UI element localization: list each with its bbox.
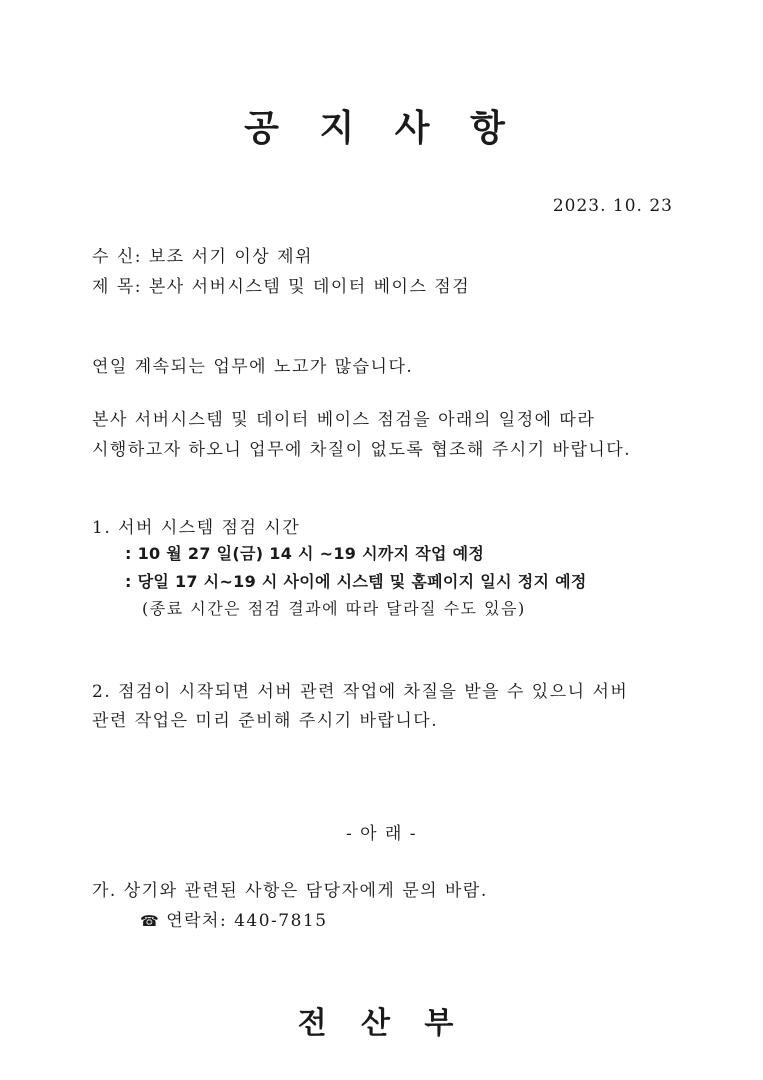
contact-note: 가. 상기와 관련된 사항은 담당자에게 문의 바람. (92, 881, 488, 901)
greeting-line: 연일 계속되는 업무에 노고가 많습니다. (92, 357, 414, 377)
intro-line-2: 시행하고자 하오니 업무에 차질이 없도록 협조해 주시기 바랍니다. (92, 440, 632, 460)
item2-line-1: 2. 점검이 시작되면 서버 관련 작업에 차질을 받을 수 있으니 서버 (92, 682, 629, 702)
contact-phone-row (140, 906, 328, 931)
intro-line-1: 본사 서버시스템 및 데이터 베이스 점검을 아래의 일정에 따라 (92, 410, 596, 430)
subject-line: 제 목: 본사 서버시스템 및 데이터 베이스 점검 (92, 277, 471, 297)
contact-phone: 연락처: 440-7815 (166, 911, 328, 931)
telephone-icon: ☎ (140, 912, 161, 930)
document-date: 2023. 10. 23 (552, 196, 673, 216)
item1-schedule: : 10 월 27 일(금) 14 시 ~19 시까지 작업 예정 (125, 544, 485, 563)
recipient-line: 수 신: 보조 서기 이상 제위 (92, 247, 313, 267)
item1-downtime: : 당일 17 시~19 시 사이에 시스템 및 홈페이지 일시 정지 예정 (125, 572, 587, 591)
below-marker: - 아 래 - (345, 824, 418, 844)
item1-note: (종료 시간은 점검 결과에 따라 달라질 수도 있음) (142, 599, 526, 618)
department-footer: 전 산 부 (297, 1006, 466, 1041)
item1-heading: 1. 서버 시스템 점검 시간 (92, 518, 301, 538)
document-title: 공 지 사 항 (244, 108, 519, 149)
item2-line-2: 관련 작업은 미리 준비해 주시기 바랍니다. (92, 711, 439, 731)
